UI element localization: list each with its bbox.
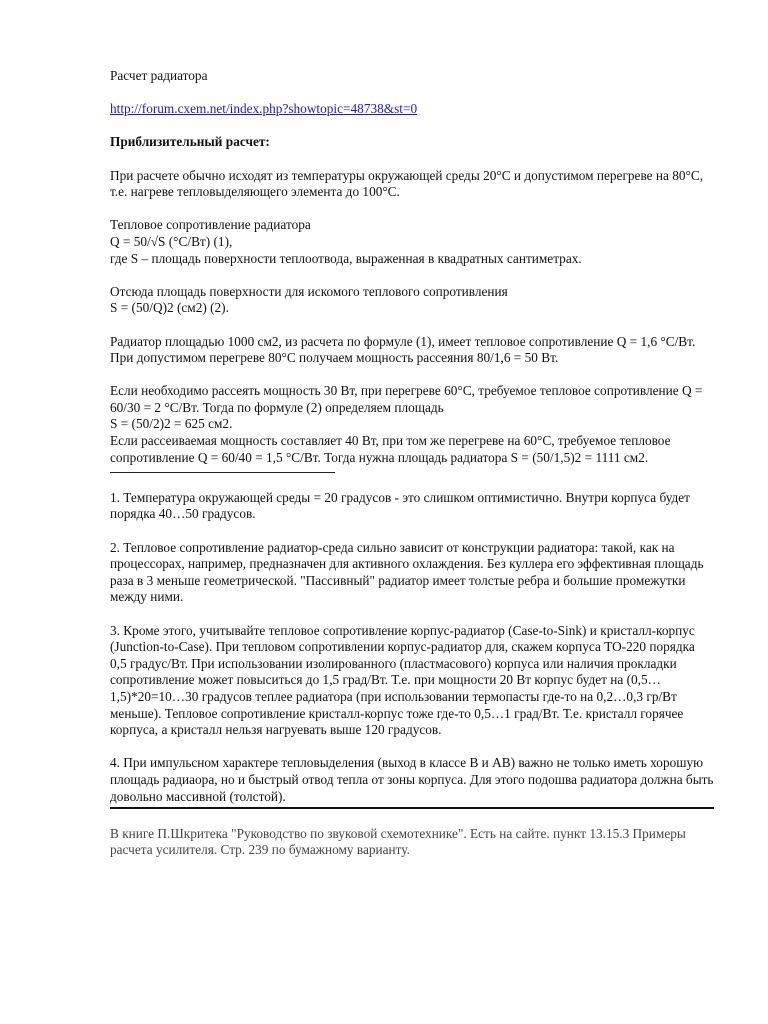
- area-formula: S = (50/Q)2 (см2) (2).: [110, 300, 229, 316]
- note-4: 4. При импульсном характере тепловыделения (выход в классе В и АВ) важно не только иметь хорошую площадь радиаора, но и быстрый отвод тепла от зоны корпуса. Для этого подошва радиатора должна быть довольно массивной (толстой).: [110, 755, 714, 804]
- source-link-paragraph: [110, 101, 714, 118]
- thermal-resistance-line1: Тепловое сопротивление радиатора: [110, 217, 311, 233]
- example2-line1: Если необходимо рассеять мощность 30 Вт, при перегреве 60°С, требуемое тепловое сопротивление Q = 60/30 = 2 °С/Вт. Тогда по формуле (2) определяем площадь: [110, 383, 703, 415]
- intro-paragraph: При расчете обычно исходят из температуры окружающей среды 20°С и допустимом перегреве на 80°С, т.е. нагреве тепловыделяющего элемента до 100°С.: [110, 167, 704, 200]
- area-line1: Отсюда площадь поверхности для искомого теплового сопротивления: [110, 283, 508, 299]
- source-link[interactable]: http://forum.cxem.net/index.php?showtopic=48738&st=0: [110, 101, 418, 117]
- note-2: 2. Тепловое сопротивление радиатор-среда сильно зависит от конструкции радиатора: такой, как на процессорах, например, предназначен для активного охлаждения. Без куллера его эффективная площадь раза в 3 меньше геометрической. "Пассивный" радиатор имеет толстые ребра и большие промежутки между ними.: [110, 539, 704, 605]
- example2-line3: Если рассеиваемая мощность составляет 40 Вт, при том же перегреве на 60°С, требуемое тепловое сопротивление Q = 60/40 = 1,5 °С/Вт. Тогда нужна площадь радиатора S = (50/1,5)2 = 1111 см2.: [110, 433, 671, 465]
- note-1: 1. Температура окружающей среды = 20 градусов - это слишком оптимистично. Внутри корпуса будет порядка 40…50 градусов.: [110, 489, 690, 522]
- note-3: 3. Кроме этого, учитывайте тепловое сопротивление корпус-радиатор (Case-to-Sink) и кристалл-корпус (Junction-to-Case). При тепловом сопротивлении корпус-радиатор для, скажем корпуса TO-220 порядка 0,5 градус/Вт. При использовании изолированного (пластмасового) корпуса или наличия прокладки сопротивление может повыситься до 1,5 град/Вт. Т.е. при мощности 20 Вт корпус будет на (0,5…1,5)*20=10…30 градусов теплее радиатора (при использовании термопасты где-то на 0,2…0,3 гр/Вт меньше). Тепловое сопротивление кристалл-корпус тоже где-то 0,5…1 град/Вт. Т.е. кристалл горячее корпуса, а кристалл нельзя нагруевать выше 120 градусов.: [110, 622, 695, 738]
- footer-paragraph: В книге П.Шкритека "Руководство по звуковой схемотехнике". Есть на сайте. пункт 13.15.3 Примеры расчета усилителя. Стр. 239 по бумажному варианту.: [110, 825, 686, 858]
- approx-heading: Приблизительный расчет:: [110, 134, 270, 150]
- document-title: Расчет радиатора: [110, 68, 208, 83]
- thermal-resistance-line3: где S – площадь поверхности теплоотвода, выраженная в квадратных сантиметрах.: [110, 250, 582, 266]
- example1-paragraph: Радиатор площадью 1000 см2, из расчета по формуле (1), имеет тепловое сопротивление Q = 1,6 °С/Вт. При допустимом перегреве 80°С получаем мощность рассеяния 80/1,6 = 50 Вт.: [110, 333, 696, 366]
- example2-line2: S = (50/2)2 = 625 см2.: [110, 416, 233, 432]
- thermal-resistance-formula: Q = 50/√S (°С/Вт) (1),: [110, 233, 233, 249]
- document-page: [110, 68, 714, 859]
